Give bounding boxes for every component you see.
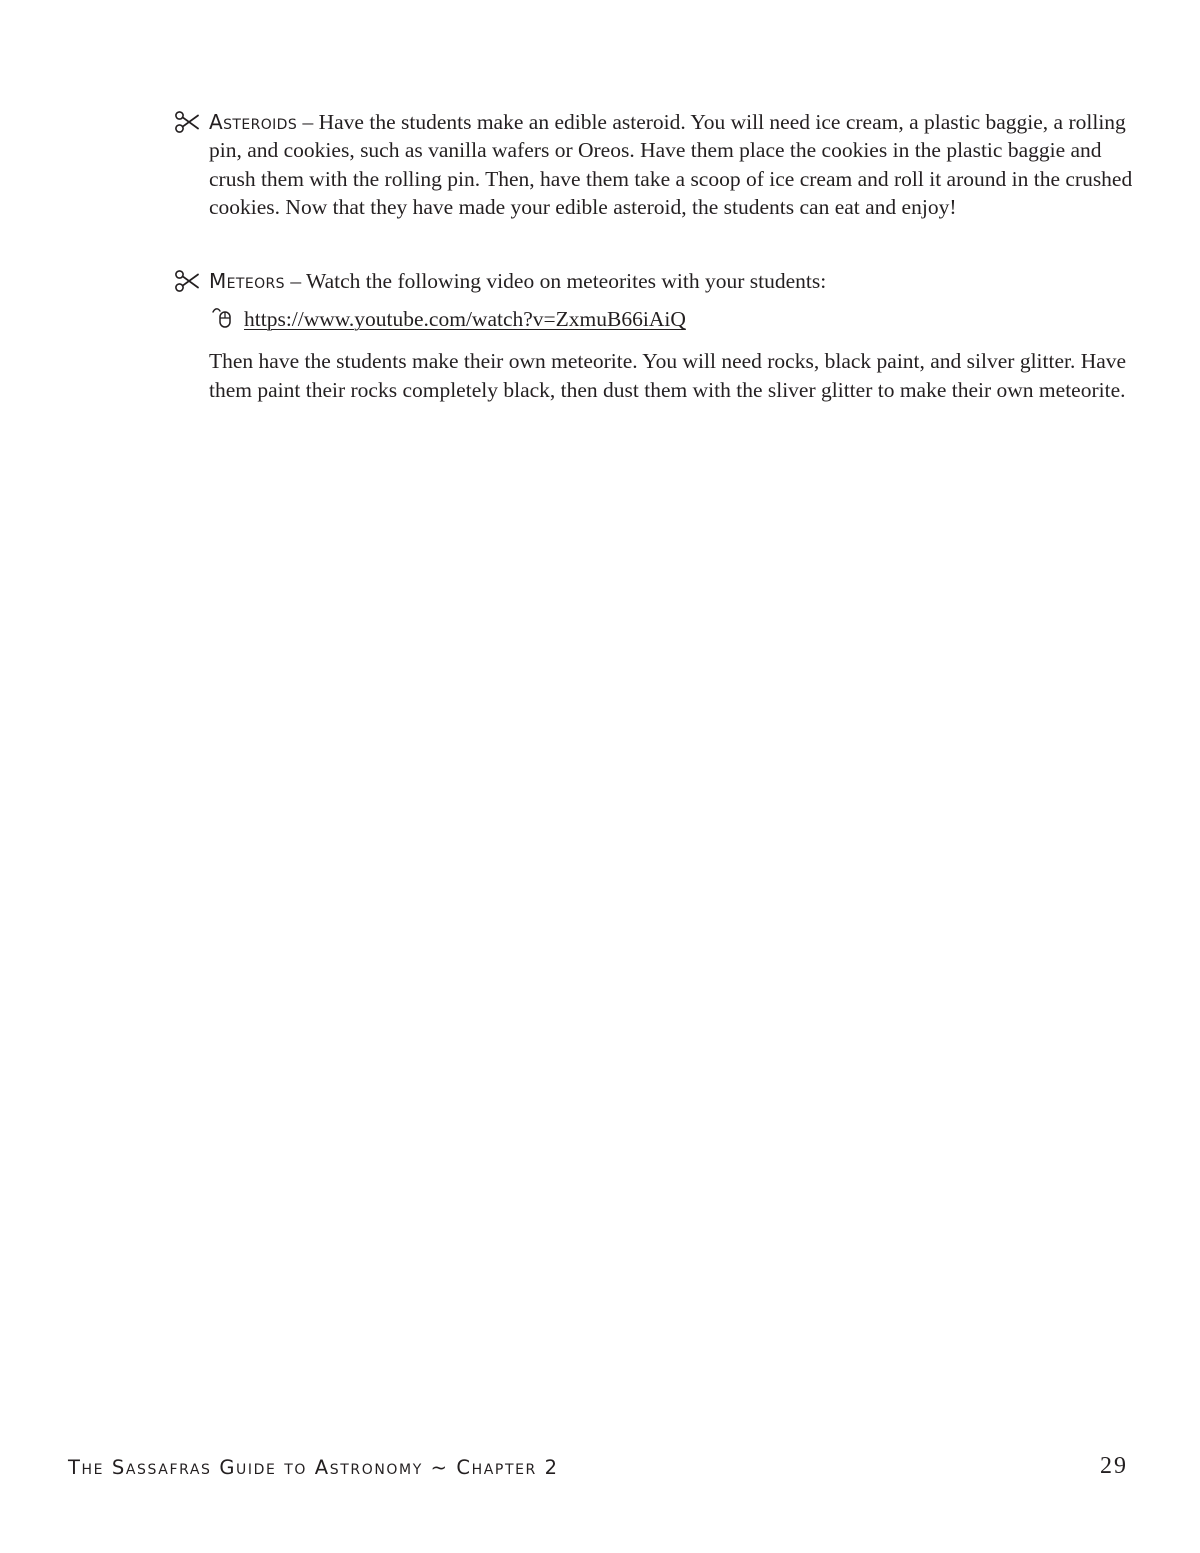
activity-meteors-paragraph [209,267,1134,295]
video-link[interactable]: https://www.youtube.com/watch?v=ZxmuB66iAiQ [244,307,686,332]
activity-heading-meteors: Meteors [209,269,285,293]
activity-heading-asteroids: Asteroids [209,110,298,134]
activity-asteroids-paragraph [209,108,1134,221]
activity-text-asteroids: – Have the students make an edible asteroid. You will need ice cream, a plastic baggie, a rolling pin, and cookies, such as vanilla wafers or Oreos. Have them place the cookies in the plastic baggie and crush them with the rolling pin. Then, have them take a scoop of ice cream and roll it around in the crushed cookies. Now that they have made your edible asteroid, the students can eat and enjoy! [209,110,1133,219]
activity-meteors [174,267,1134,404]
running-title: The Sassafras Guide to Astronomy ~ Chapter 2 [68,1456,559,1479]
activity-asteroids [174,108,1134,221]
meteorite-instructions: Then have the students make their own meteorite. You will need rocks, black paint, and silver glitter. Have them paint their rocks completely black, then dust them with the sliver glitter to make their own meteorite. [209,349,1127,402]
mouse-icon [211,306,233,330]
video-link-row [209,305,1134,333]
scissors-icon [174,268,200,294]
page-footer [68,1453,1132,1486]
activity-text-meteors: – Watch the following video on meteorites with your students: [284,269,827,293]
page-number: 29 [1100,1453,1128,1479]
scissors-icon [174,109,200,135]
